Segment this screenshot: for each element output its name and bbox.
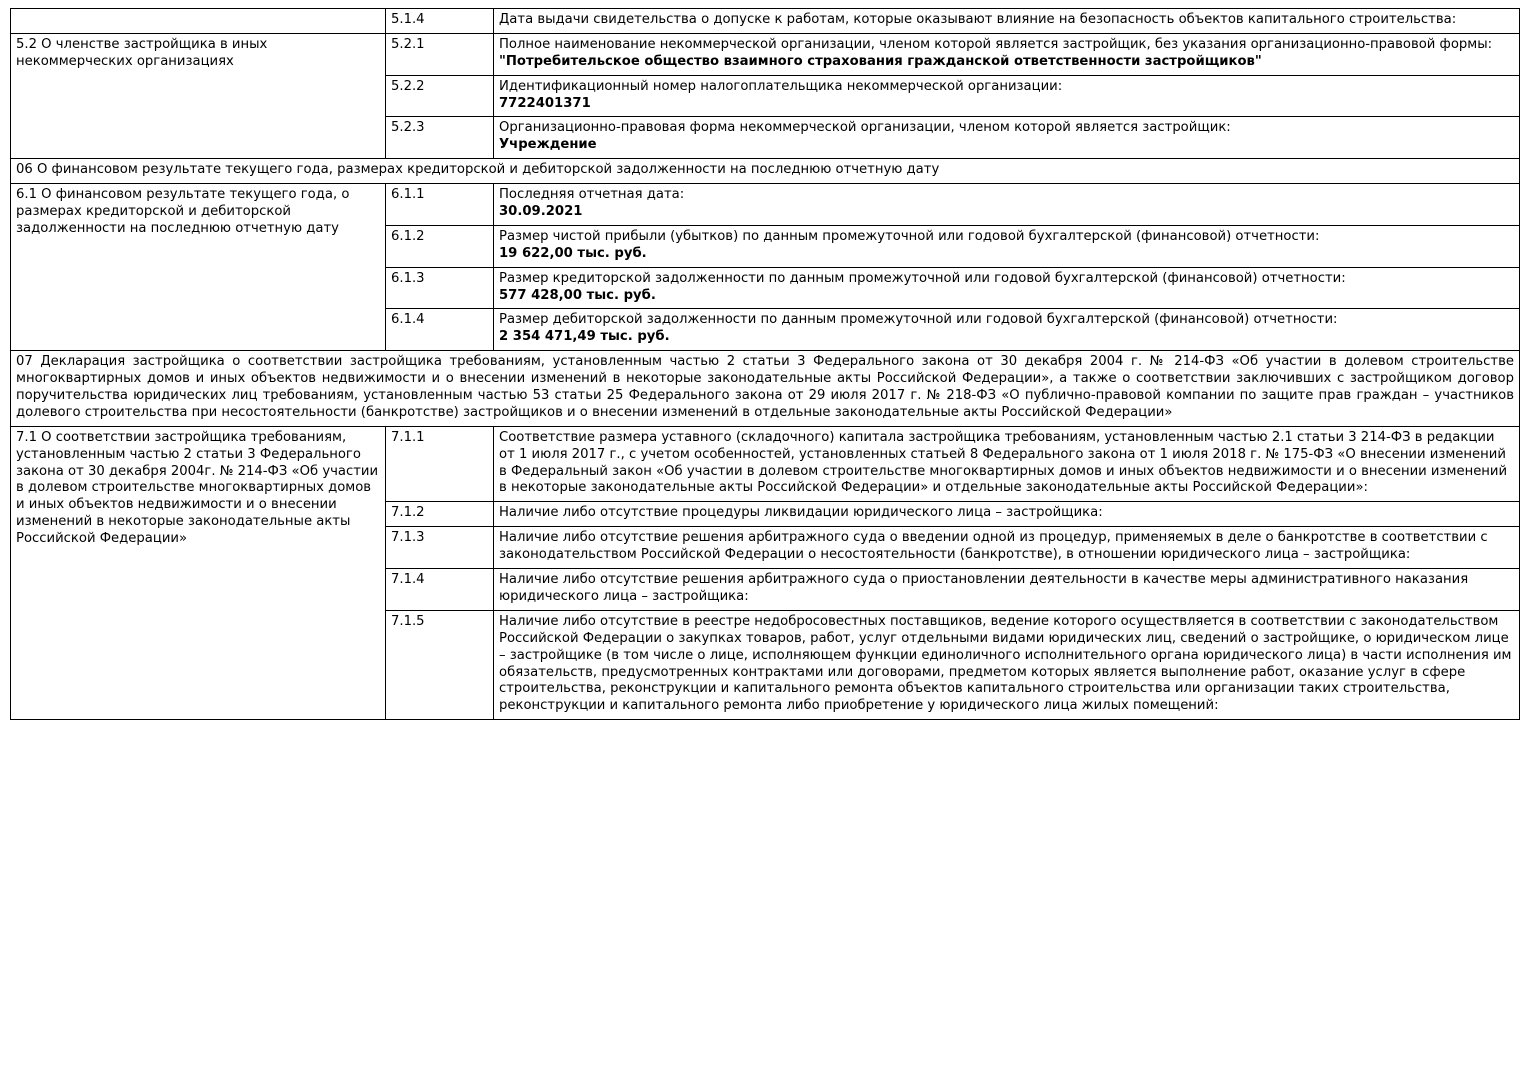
section-header-row bbox=[11, 351, 1520, 427]
section-07-title: 07 Декларация застройщика о соответствии застройщика требованиям, установленным частью 2 статьи 3 Федерального закона от 30 декабря 2004 г. № 214-ФЗ «Об участии в долевом строительстве многоквартирных домов и иных объектов недвижимости и о внесении изменений в некоторые законодательные акты Российской Федерации», а также о соответствии заключивших с застройщиком договор поручительства юридических лиц требованиям, установленным частью 53 статьи 25 Федерального закона от 29 июля 2017 г. № 218-ФЗ «О публично-правовой компании по защите прав граждан – участников долевого строительства при несостоятельности (банкротстве) застройщиков и о внесении изменений в отдельные законодательные акты Российской Федерации» bbox=[11, 351, 1520, 427]
row-label: Размер дебиторской задолженности по данным промежуточной или годовой бухгалтерской (финансовой) отчетности: bbox=[499, 312, 1338, 328]
row-content bbox=[494, 610, 1520, 719]
row-content bbox=[494, 527, 1520, 569]
row-value: Учреждение bbox=[499, 137, 597, 153]
row-value: 19 622,00 тыс. руб. bbox=[499, 245, 647, 261]
row-value: 2 354 471,49 тыс. руб. bbox=[499, 329, 670, 345]
table-row bbox=[11, 426, 1520, 502]
row-number: 6.1.4 bbox=[386, 309, 494, 351]
row-content bbox=[494, 117, 1520, 159]
row-label: Наличие либо отсутствие в реестре недобросовестных поставщиков, ведение которого осуществляется в соответствии с законодательством Российской Федерации о закупках товаров, работ, услуг отдельными видами юридических лиц, сведений о застройщике, о юридическом лице – застройщике (в том числе о лице, исполняющем функции единоличного исполнительного органа юридического лица) в части исполнения им обязательств, предусмотренных контрактами или договорами, предметом которых является выполнение работ, оказание услуг в сфере строительства, реконструкции и капитального ремонта объектов капитального строительства или организации таких строительства, реконструкции и капитального ремонта либо приобретение у юридического лица жилых помещений: bbox=[499, 613, 1512, 714]
row-content bbox=[494, 426, 1520, 502]
row-number: 7.1.4 bbox=[386, 569, 494, 611]
row-left-label: 5.2 О членстве застройщика в иных некоммерческих организациях bbox=[11, 33, 386, 158]
table-row bbox=[11, 9, 1520, 34]
row-value: "Потребительское общество взаимного страхования гражданской ответственности застройщиков" bbox=[499, 53, 1262, 69]
row-label: Соответствие размера уставного (складочного) капитала застройщика требованиям, установленным частью 2.1 статьи 3 214-ФЗ в редакции от 1 июля 2017 г., с учетом особенностей, установленных статьей 8 Федерального закона от 1 июля 2018 г. № 175-ФЗ «О внесении изменений в Федеральный закон «Об участии в долевом строительстве многоквартирных домов и иных объектов недвижимости и о внесении изменений в некоторые законодательные акты Российской Федерации» и отдельные законодательные акты Российской Федерации»: bbox=[499, 429, 1508, 496]
row-left-label: 7.1 О соответствии застройщика требованиям, установленным частью 2 статьи 3 Федерального закона от 30 декабря 2004г. № 214-ФЗ «Об участии в долевом строительстве многоквартирных домов и иных объектов недвижимости и о внесении изменений в некоторые законодательные акты Российской Федерации» bbox=[11, 426, 386, 719]
row-number: 7.1.1 bbox=[386, 426, 494, 502]
row-content bbox=[494, 309, 1520, 351]
row-number: 5.2.2 bbox=[386, 75, 494, 117]
row-label: Наличие либо отсутствие решения арбитражного суда о приостановлении деятельности в качестве меры административного наказания юридического лица – застройщика: bbox=[499, 572, 1469, 604]
row-number: 7.1.5 bbox=[386, 610, 494, 719]
row-number: 6.1.1 bbox=[386, 184, 494, 226]
row-value: 7722401371 bbox=[499, 95, 591, 111]
row-left-label: 6.1 О финансовом результате текущего года, о размерах кредиторской и дебиторской задолженности на последнюю отчетную дату bbox=[11, 184, 386, 351]
row-number: 6.1.3 bbox=[386, 267, 494, 309]
row-number: 6.1.2 bbox=[386, 225, 494, 267]
row-number: 7.1.2 bbox=[386, 502, 494, 527]
row-label: Идентификационный номер налогоплательщика некоммерческой организации: bbox=[499, 78, 1063, 94]
row-content bbox=[494, 75, 1520, 117]
row-content bbox=[494, 184, 1520, 226]
section-header-row bbox=[11, 159, 1520, 184]
row-content bbox=[494, 267, 1520, 309]
row-content bbox=[494, 9, 1520, 34]
row-value: 30.09.2021 bbox=[499, 204, 583, 220]
table-row bbox=[11, 184, 1520, 226]
declaration-table bbox=[10, 8, 1520, 720]
section-06-title: 06 О финансовом результате текущего года, размерах кредиторской и дебиторской задолженности на последнюю отчетную дату bbox=[11, 159, 1520, 184]
row-label: Наличие либо отсутствие решения арбитражного суда о введении одной из процедур, применяемых в деле о банкротстве в соответствии с законодательством Российской Федерации о несостоятельности (банкротстве), в отношении юридического лица – застройщика: bbox=[499, 530, 1488, 563]
row-label: Размер кредиторской задолженности по данным промежуточной или годовой бухгалтерской (финансовой) отчетности: bbox=[499, 270, 1346, 286]
row-label: Дата выдачи свидетельства о допуске к работам, которые оказывают влияние на безопасность объектов капитального строительства: bbox=[499, 12, 1457, 27]
row-content bbox=[494, 33, 1520, 75]
row-number: 5.2.3 bbox=[386, 117, 494, 159]
row-label: Организационно-правовая форма некоммерческой организации, членом которой является застройщик: bbox=[499, 120, 1231, 136]
row-number: 5.2.1 bbox=[386, 33, 494, 75]
row-label: Последняя отчетная дата: bbox=[499, 187, 685, 203]
table-row bbox=[11, 33, 1520, 75]
row-label: Полное наименование некоммерческой организации, членом которой является застройщик, без указания организационно-правовой формы: bbox=[499, 36, 1493, 52]
row-content bbox=[494, 225, 1520, 267]
row-label: Размер чистой прибыли (убытков) по данным промежуточной или годовой бухгалтерской (финансовой) отчетности: bbox=[499, 228, 1320, 244]
row-value: 577 428,00 тыс. руб. bbox=[499, 287, 656, 303]
row-content bbox=[494, 502, 1520, 527]
row-left-label bbox=[11, 9, 386, 34]
row-number: 7.1.3 bbox=[386, 527, 494, 569]
row-label: Наличие либо отсутствие процедуры ликвидации юридического лица – застройщика: bbox=[499, 505, 1103, 521]
row-content bbox=[494, 569, 1520, 611]
row-number: 5.1.4 bbox=[386, 9, 494, 34]
